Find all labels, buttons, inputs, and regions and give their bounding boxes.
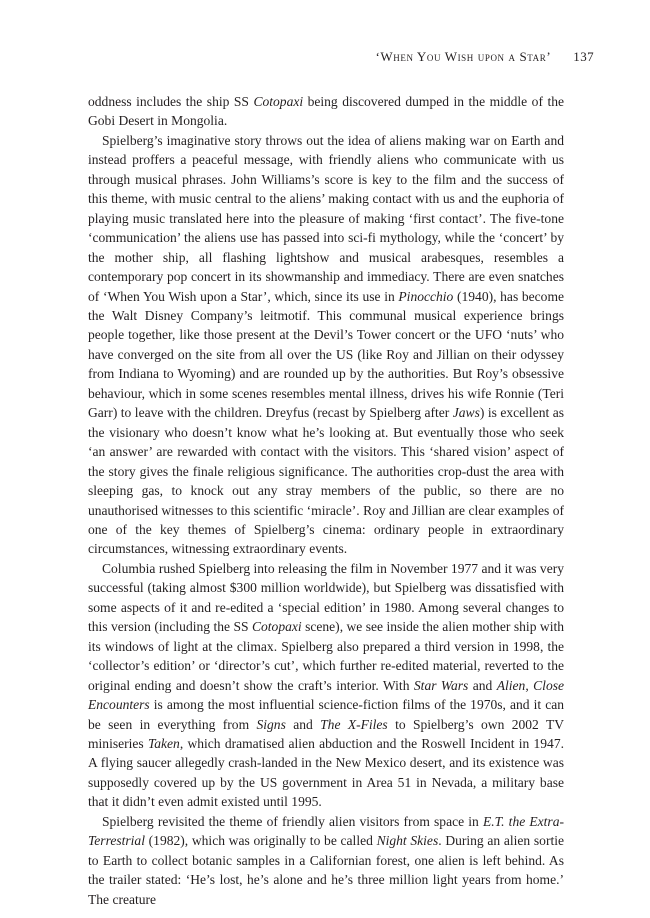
text-run: scene), we see inside the alien mother ship with its windows of light at the climax. Spielberg also prepared a third version in 1998, the ‘collector’s edition’ or ‘director’s cut’, which further re-edited material, reverted to the original ending and doesn’t show the craft’s interior. With [88, 619, 564, 693]
text-run: and [285, 716, 321, 732]
paragraph-4 [88, 812, 564, 909]
text-run: Spielberg’s imaginative story throws out the idea of aliens making war on Earth and instead proffers a peaceful message, with friendly aliens who communicate with us through musical phrases. John Williams’s score is key to the film and the success of this theme, with music central to the aliens’ making contact with us and the euphoria of playing music translated here into the pleasure of making ‘first contact’. The five-tone ‘communication’ the aliens use has passed into sci-fi mythology, while the ‘concert’ by the mother ship, all flashing lightshow and musical arabesques, resembles a contemporary pop concert in its showmanship and immediacy. There are even snatches of ‘When You Wish upon a Star’, which, since its use in [88, 132, 564, 304]
paragraph-3 [88, 559, 564, 812]
italic-title: Signs [256, 716, 286, 732]
italic-title: Cotopaxi [253, 94, 304, 109]
paragraph-1 [88, 92, 564, 131]
text-run: ) is excellent as the visionary who doesn’t know what he’s looking at. But eventually those who seek ‘an answer’ are rewarded with contact with the visitors. This ‘shared vision’ aspect of the story gives the finale religious significance. The authorities crop-dust the area with sleeping gas, to knock out any stray members of the public, so there are no unauthorised witnesses to this scientific ‘miracle’. Roy and Jillian are clear examples of one of the key themes of Spielberg’s cinema: ordinary people in extraordinary circumstances, witnessing extraordinary events. [88, 405, 564, 557]
italic-title: Cotopaxi [251, 619, 302, 635]
paragraph-2 [88, 131, 564, 559]
text-run: . During an alien sortie to Earth to collect botanic samples in a Californian forest, one alien is left behind. As the trailer stated: ‘He’s lost, he’s alone and he’s three million light years from home.’ The creature [88, 833, 565, 907]
italic-title: The X-Files [320, 716, 388, 732]
running-title: ‘When You Wish upon a Star’ [375, 49, 552, 64]
text-run: , [525, 677, 534, 693]
italic-title: Close Encounters [88, 677, 564, 713]
text-run: oddness includes the ship SS [88, 94, 254, 109]
italic-title: Taken [147, 735, 180, 751]
italic-title: Pinocchio [398, 288, 454, 304]
italic-title: Jaws [452, 405, 480, 421]
page-number: 137 [573, 49, 594, 64]
italic-title: Alien [496, 677, 526, 693]
text-run: being discovered dumped in the middle of the Gobi Desert in Mongolia. [88, 94, 565, 129]
text-run: and [468, 677, 497, 693]
running-head [88, 49, 594, 65]
text-run: (1982), which was originally to be called [144, 833, 377, 849]
text-run: to Spielberg’s own 2002 TV miniseries [88, 716, 565, 751]
text-run: Spielberg revisited the theme of friendly alien visitors from space in [102, 813, 483, 829]
text-run: Columbia rushed Spielberg into releasing the film in November 1977 and it was very successful (taking almost $300 million worldwide), but Spielberg was dissatisfied with some aspects of it and re-edited a ‘special edition’ in 1980. Among several changes to this version (including the SS [88, 560, 564, 635]
text-run: , which dramatised alien abduction and the Roswell Incident in 1947. A flying saucer allegedly crash-landed in the New Mexico desert, and its existence was supposedly covered up by the US government in Area 51 in Nevada, a military base that it didn’t even admit existed until 1995. [88, 735, 564, 810]
italic-title: E.T. the Extra-Terrestrial [88, 813, 564, 849]
text-run: (1940), has become the Walt Disney Company’s leitmotif. This communal musical experience brings people together, like those present at the Devil’s Tower concert or the UFO ‘nuts’ who have converged on the site from all over the US (like Roy and Jillian on their odyssey from Indiana to Wyoming) and are rounded up by the authorities. But Roy’s obsessive behaviour, which in some scenes resembles mental illness, drives his wife Ronnie (Teri Garr) to leave with the children. Dreyfus (recast by Spielberg after [88, 288, 564, 421]
italic-title: Night Skies [376, 833, 439, 849]
text-run: is among the most influential science-fiction films of the 1970s, and it can be seen in everything from [88, 697, 564, 732]
italic-title: Star Wars [413, 677, 469, 693]
body-text [88, 92, 564, 909]
